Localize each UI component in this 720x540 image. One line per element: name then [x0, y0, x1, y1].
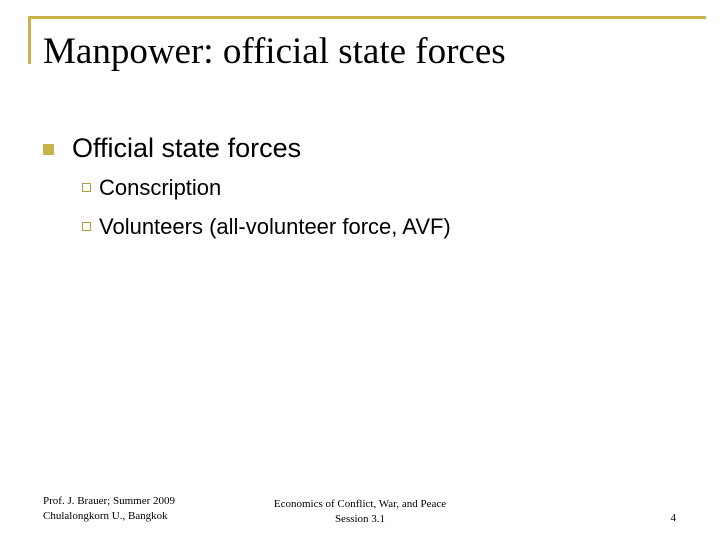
footer-course	[246, 497, 474, 527]
title-frame-top-rule	[28, 16, 706, 19]
sub-bullet-text: Conscription	[99, 175, 222, 200]
filled-square-bullet-icon	[43, 144, 54, 155]
page-number: 4	[670, 512, 676, 524]
footer-session: Session 3.1	[334, 513, 386, 525]
sub-bullet-text: Volunteers (all-volunteer force, AVF)	[99, 214, 451, 239]
footer-author	[43, 494, 175, 524]
slide-title: Manpower: official state forces	[43, 31, 506, 72]
hollow-square-bullet-icon	[82, 183, 91, 192]
bullet-text: Official state forces	[72, 133, 302, 163]
footer-author-line: Prof. J. Brauer; Summer 2009	[43, 495, 175, 507]
title-frame-left-rule	[28, 16, 31, 64]
footer-location-line: Chulalongkorn U., Bangkok	[43, 510, 168, 522]
hollow-square-bullet-icon	[82, 222, 91, 231]
footer-course-title: Economics of Conflict, War, and Peace	[273, 498, 447, 510]
